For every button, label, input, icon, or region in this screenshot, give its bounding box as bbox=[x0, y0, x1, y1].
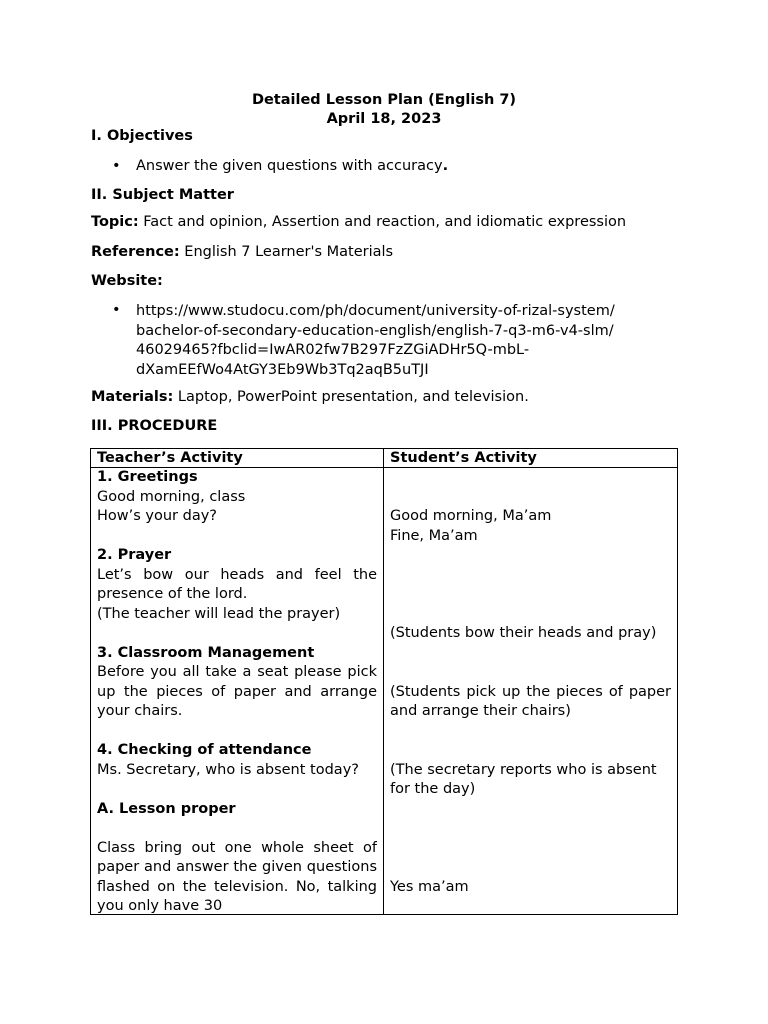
greetings-line: Good morning, class bbox=[97, 488, 246, 505]
table-row bbox=[91, 468, 678, 915]
objectives-heading: I. Objectives bbox=[91, 128, 193, 144]
procedure-heading: III. PROCEDURE bbox=[91, 418, 218, 434]
student-prayer: (Students bow their heads and pray) bbox=[390, 625, 657, 641]
teacher-activity-cell bbox=[91, 468, 384, 915]
table-header-row bbox=[91, 449, 678, 468]
objective-item: Answer the given questions with accuracy. bbox=[136, 158, 449, 174]
prayer-text: Let’s bow our heads and feel the presence of the lord. bbox=[97, 566, 377, 602]
document-title: Detailed Lesson Plan (English 7) bbox=[251, 92, 517, 108]
website-url[interactable]: https://www.studocu.com/ph/document/university-of-rizal-system/ bachelor-of-secondary-education-english/english-7-q3-m6-v4-slm/ 46029465?fbclid=IwAR02fw7B297FzZGiADHr5Q-mbL- dXamEEfWo4AtGY3Eb9Wb3Tq2aqB5uTJI bbox=[136, 303, 615, 378]
student-activity-header: Student’s Activity bbox=[384, 449, 678, 468]
student-greeting: Fine, Ma’am bbox=[390, 527, 478, 544]
student-greeting: Good morning, Ma’am bbox=[390, 508, 552, 524]
prayer-heading: 2. Prayer bbox=[97, 547, 172, 563]
student-lesson-response: Yes ma’am bbox=[390, 878, 469, 895]
reference-line: Reference: English 7 Learner's Materials bbox=[91, 244, 394, 260]
bullet-icon: • bbox=[112, 158, 121, 174]
document-date: April 18, 2023 bbox=[326, 111, 442, 127]
management-heading: 3. Classroom Management bbox=[97, 644, 315, 661]
lesson-text: Class bring out one whole sheet of paper and answer the given questions flashed on the television. No, talking you only have 30 bbox=[97, 839, 377, 914]
procedure-table bbox=[90, 448, 678, 915]
subject-matter-heading: II. Subject Matter bbox=[91, 187, 234, 203]
greetings-heading: 1. Greetings bbox=[97, 469, 198, 485]
management-text: Before you all take a seat please pick up the pieces of paper and arrange your chairs. bbox=[97, 664, 377, 719]
student-management: (Students pick up the pieces of paper and arrange their chairs) bbox=[390, 683, 671, 719]
attendance-heading: 4. Checking of attendance bbox=[97, 742, 312, 758]
student-activity-cell bbox=[384, 468, 678, 915]
greetings-line: How’s your day? bbox=[97, 508, 217, 524]
student-attendance: (The secretary reports who is absent for the day) bbox=[390, 761, 657, 797]
lesson-heading: A. Lesson proper bbox=[97, 800, 236, 817]
topic-line: Topic: Fact and opinion, Assertion and reaction, and idiomatic expression bbox=[91, 214, 627, 230]
materials-line: Materials: Laptop, PowerPoint presentation, and television. bbox=[91, 389, 529, 405]
bullet-icon: • bbox=[112, 302, 121, 318]
website-label: Website: bbox=[91, 273, 163, 289]
teacher-activity-header: Teacher’s Activity bbox=[91, 449, 384, 468]
prayer-note: (The teacher will lead the prayer) bbox=[97, 605, 341, 622]
attendance-text: Ms. Secretary, who is absent today? bbox=[97, 761, 359, 778]
